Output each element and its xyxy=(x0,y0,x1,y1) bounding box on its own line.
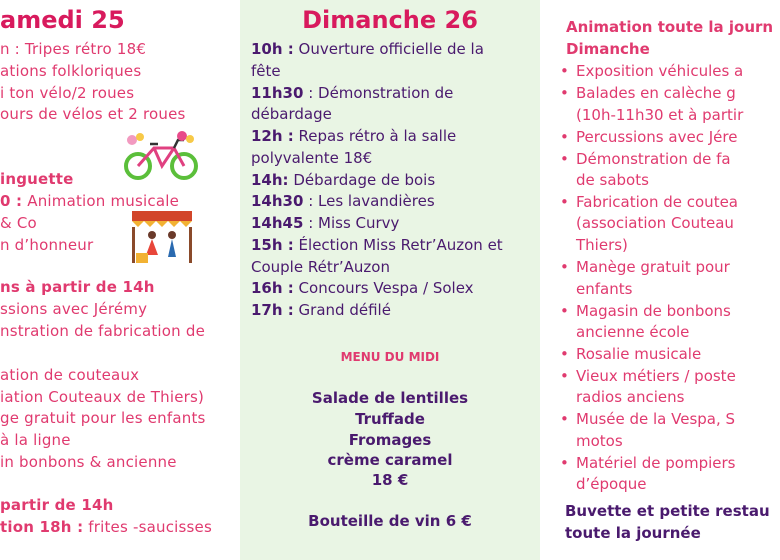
guinguette-heading: inguette xyxy=(0,170,74,188)
schedule-time: 14h: xyxy=(251,171,289,189)
afternoon-line: ation de couteaux xyxy=(0,366,140,384)
schedule-line xyxy=(251,279,474,297)
bullet-icon: • xyxy=(560,84,569,102)
saturday-column xyxy=(0,0,240,560)
schedule-time: 16h : xyxy=(251,279,294,297)
schedule-text: Ouverture officielle de la xyxy=(293,40,484,58)
afternoon-line: ge gratuit pour les enfants xyxy=(0,409,206,427)
bullet-icon: • xyxy=(560,410,569,428)
activity-continuation: ancienne école xyxy=(576,323,690,341)
schedule-time: 14h45 xyxy=(251,214,304,232)
refreshment-note: Buvette et petite restau xyxy=(565,502,770,520)
schedule-text: Débardage de bois xyxy=(288,171,436,189)
schedule-line xyxy=(251,127,456,145)
saturday-line: ations folkloriques xyxy=(0,62,142,80)
afternoon-heading: ns à partir de 14h xyxy=(0,278,155,296)
activity-text: Fabrication de coutea xyxy=(576,193,738,211)
activity-item xyxy=(560,258,730,276)
menu-item: Truffade xyxy=(355,410,425,428)
activity-item xyxy=(560,410,736,428)
activity-item xyxy=(560,150,731,168)
activity-continuation: (10h-11h30 et à partir xyxy=(576,106,744,124)
bullet-icon: • xyxy=(560,302,569,320)
activity-item xyxy=(560,454,736,472)
activity-text: Matériel de pompiers xyxy=(576,454,736,472)
bullet-icon: • xyxy=(560,345,569,363)
bullet-icon: • xyxy=(560,454,569,472)
schedule-line xyxy=(251,62,281,80)
evening-heading: partir de 14h xyxy=(0,496,114,514)
activity-text: Démonstration de fa xyxy=(576,150,731,168)
afternoon-line: iation Couteaux de Thiers) xyxy=(0,388,205,406)
activity-item xyxy=(560,128,738,146)
schedule-text: : Miss Curvy xyxy=(303,214,400,232)
activity-text: Musée de la Vespa, S xyxy=(576,410,736,428)
schedule-text: : Démonstration de xyxy=(303,84,454,102)
afternoon-line: à la ligne xyxy=(0,431,71,449)
activity-item xyxy=(560,84,736,102)
activity-text: Rosalie musicale xyxy=(576,345,702,363)
schedule-line xyxy=(251,105,332,123)
evening-time: tion 18h : xyxy=(0,518,84,536)
saturday-line: n : Tripes rétro 18€ xyxy=(0,40,147,58)
schedule-time: 12h : xyxy=(251,127,294,145)
saturday-title: amedi 25 xyxy=(0,6,125,34)
all-day-heading: Animation toute la journ xyxy=(566,18,774,36)
activity-text: Exposition véhicules a xyxy=(576,62,744,80)
guinguette-line: & Co xyxy=(0,214,37,232)
evening-line xyxy=(0,518,212,536)
wine-price: Bouteille de vin 6 € xyxy=(308,512,472,530)
activity-continuation: Thiers) xyxy=(576,236,628,254)
afternoon-line: nstration de fabrication de xyxy=(0,322,205,340)
bullet-icon: • xyxy=(560,367,569,385)
schedule-text: Couple Rétr’Auzon xyxy=(251,258,390,276)
activity-continuation: enfants xyxy=(576,280,633,298)
schedule-text: débardage xyxy=(251,105,332,123)
activity-text: Vieux métiers / poste xyxy=(576,367,736,385)
schedule-line xyxy=(251,171,435,189)
menu-item: crème caramel xyxy=(327,451,453,469)
bullet-icon: • xyxy=(560,258,569,276)
bullet-icon: • xyxy=(560,150,569,168)
schedule-line xyxy=(251,301,391,319)
schedule-time: 11h30 xyxy=(251,84,304,102)
schedule-line xyxy=(251,84,453,102)
activity-text: Magasin de bonbons xyxy=(576,302,731,320)
activity-continuation: motos xyxy=(576,432,623,450)
activity-item xyxy=(560,345,702,363)
saturday-line: i ton vélo/2 roues xyxy=(0,84,135,102)
schedule-line xyxy=(251,258,390,276)
activity-continuation: (association Couteau xyxy=(576,214,734,232)
activity-continuation: de sabots xyxy=(576,171,649,189)
schedule-text: : Les lavandières xyxy=(303,192,435,210)
activity-text: Balades en calèche g xyxy=(576,84,736,102)
schedule-text: Élection Miss Retr’Auzon et xyxy=(293,236,503,254)
menu-title: MENU DU MIDI xyxy=(340,350,440,364)
saturday-line: ours de vélos et 2 roues xyxy=(0,105,186,123)
guinguette-line: n d’honneur xyxy=(0,236,94,254)
schedule-line xyxy=(251,214,399,232)
activity-text: Percussions avec Jére xyxy=(576,128,738,146)
schedule-text: polyvalente 18€ xyxy=(251,149,373,167)
bullet-icon: • xyxy=(560,128,569,146)
activity-continuation: radios anciens xyxy=(576,388,685,406)
sunday-title: Dimanche 26 xyxy=(302,6,478,34)
guinguette-time: 0 : xyxy=(0,192,23,210)
bullet-icon: • xyxy=(560,62,569,80)
evening-text: frites -saucisses xyxy=(83,518,212,536)
all-day-column xyxy=(540,0,780,560)
schedule-time: 10h : xyxy=(251,40,294,58)
schedule-time: 17h : xyxy=(251,301,294,319)
schedule-text: Repas rétro à la salle xyxy=(293,127,457,145)
activity-item xyxy=(560,193,738,211)
schedule-line xyxy=(251,236,503,254)
schedule-time: 14h30 xyxy=(251,192,304,210)
activity-item xyxy=(560,367,736,385)
schedule-text: Grand défilé xyxy=(293,301,391,319)
schedule-text: fête xyxy=(251,62,281,80)
menu-item: Fromages xyxy=(348,431,432,449)
schedule-line xyxy=(251,192,435,210)
activity-text: Manège gratuit pour xyxy=(576,258,730,276)
guinguette-dancers-icon xyxy=(128,205,196,267)
schedule-line xyxy=(251,149,372,167)
afternoon-line: ssions avec Jérémy xyxy=(0,300,148,318)
all-day-heading-day: Dimanche xyxy=(566,40,650,58)
activity-item xyxy=(560,302,731,320)
afternoon-line: in bonbons & ancienne xyxy=(0,453,177,471)
schedule-time: 15h : xyxy=(251,236,294,254)
activity-continuation: d’époque xyxy=(576,475,647,493)
sunday-column xyxy=(240,0,540,560)
schedule-line xyxy=(251,40,484,58)
bullet-icon: • xyxy=(560,193,569,211)
guinguette-text: Animation musicale xyxy=(22,192,180,210)
menu-item: Salade de lentilles xyxy=(311,389,469,407)
bicycle-with-flowers-icon xyxy=(122,130,202,182)
menu-price: 18 € xyxy=(371,471,409,489)
activity-item xyxy=(560,62,744,80)
refreshment-note-line2: toute la journée xyxy=(565,524,701,542)
schedule-text: Concours Vespa / Solex xyxy=(293,279,474,297)
